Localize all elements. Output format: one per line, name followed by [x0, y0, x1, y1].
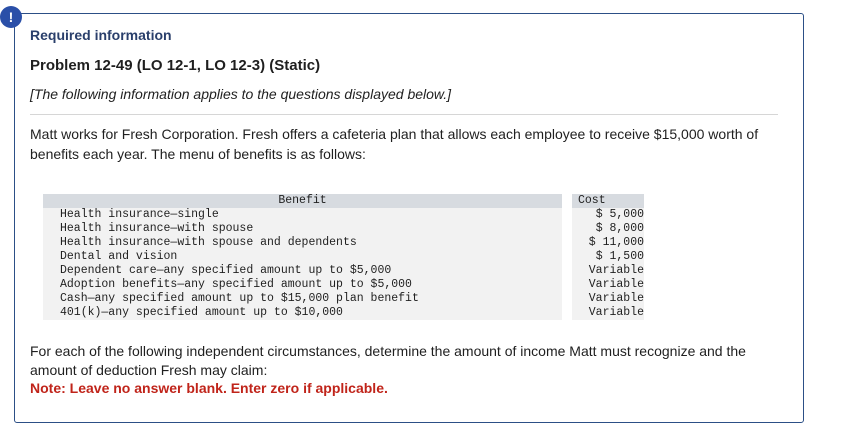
benefit-cell: Health insurance—with spouse and dependents: [60, 236, 357, 249]
table-row: [43, 306, 644, 320]
cost-cell: Variable: [588, 278, 644, 291]
cost-cell: Variable: [588, 306, 644, 319]
cost-cell: $ 1,500: [595, 250, 644, 263]
problem-title: Problem 12-49 (LO 12-1, LO 12-3) (Static): [30, 57, 321, 74]
benefit-cell: Dental and vision: [60, 250, 178, 263]
benefit-cell: Dependent care—any specified amount up to $5,000: [60, 264, 392, 277]
table-header-row: [43, 194, 644, 208]
cost-cell: $ 5,000: [595, 208, 644, 221]
table-body: [43, 208, 644, 320]
required-information-heading: Required information: [30, 27, 172, 43]
cost-column-header: Cost: [572, 194, 644, 208]
cost-cell: Variable: [588, 264, 644, 277]
section-divider: [30, 114, 778, 115]
exclamation-circle-icon: !: [0, 6, 22, 28]
benefit-cell: Health insurance—with spouse: [60, 222, 254, 235]
table-row: [43, 236, 644, 250]
intro-paragraph: Matt works for Fresh Corporation. Fresh offers a cafeteria plan that allows each employee to receive $15,000 worth of benefits each year. The menu of benefits is as follows:: [30, 126, 759, 162]
benefit-column-header: Benefit: [43, 194, 562, 208]
cost-cell: $ 8,000: [595, 222, 644, 235]
applies-note: [The following information applies to the questions displayed below.]: [30, 86, 452, 102]
benefits-table: [43, 194, 644, 320]
benefit-cell: Adoption benefits—any specified amount up to $5,000: [60, 278, 412, 291]
table-row: [43, 222, 644, 236]
table-row: [43, 264, 644, 278]
table-row: [43, 292, 644, 306]
table-row: [43, 278, 644, 292]
leave-no-blank-note: Note: Leave no answer blank. Enter zero if applicable.: [30, 380, 388, 396]
table-row: [43, 250, 644, 264]
benefit-cell: Cash—any specified amount up to $15,000 plan benefit: [60, 292, 419, 305]
instruction-paragraph: For each of the following independent circumstances, determine the amount of income Matt must recognize and the amount of deduction Fresh may claim:: [30, 343, 746, 378]
cost-cell: $ 11,000: [588, 236, 644, 249]
table-row: [43, 208, 644, 222]
benefit-cell: Health insurance—single: [60, 208, 219, 221]
benefit-cell: 401(k)—any specified amount up to $10,000: [60, 306, 343, 319]
cost-cell: Variable: [588, 292, 644, 305]
